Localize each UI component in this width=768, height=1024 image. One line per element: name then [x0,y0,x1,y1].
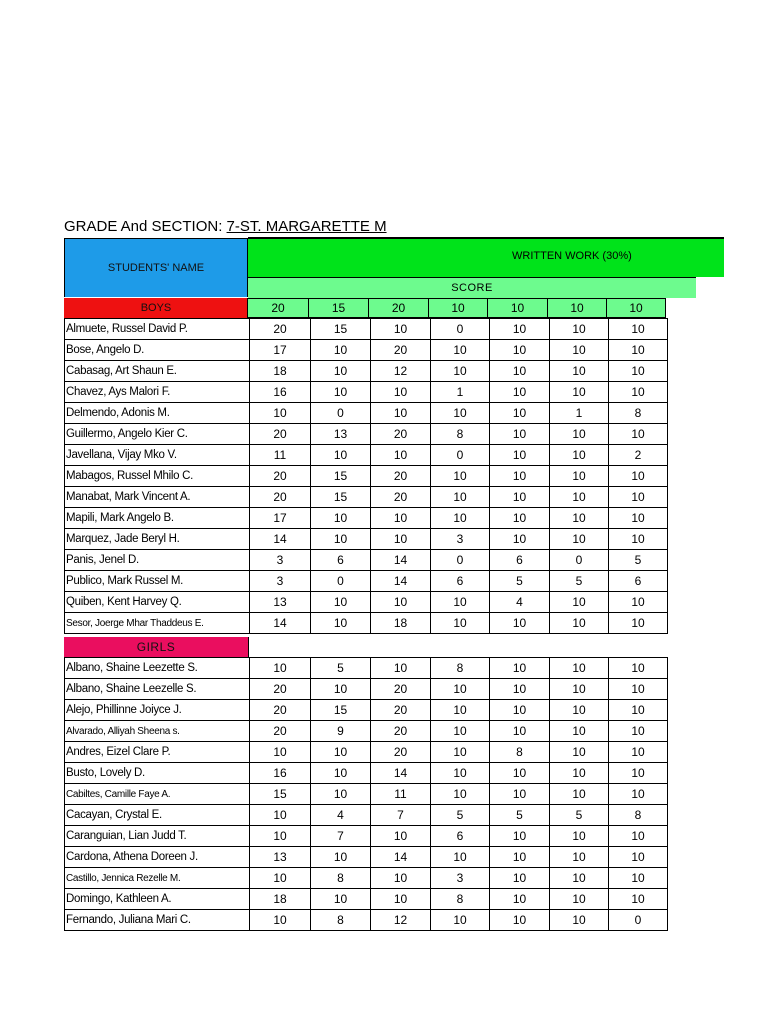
score-cell: 10 [431,340,490,361]
score-cell: 10 [609,889,668,910]
student-name-cell: Cardona, Athena Doreen J. [65,847,250,868]
student-row [65,466,668,487]
score-cell: 3 [250,571,311,592]
score-header: SCORE [248,277,696,298]
score-cell: 10 [550,721,609,742]
score-cell: 10 [490,319,550,340]
score-cell: 10 [550,847,609,868]
girls-section-label: GIRLS [64,637,248,657]
student-row [65,721,668,742]
score-cell: 8 [609,805,668,826]
score-cell: 14 [250,613,311,634]
max-scores-row [248,298,666,318]
score-cell: 20 [250,319,311,340]
score-cell: 10 [431,700,490,721]
score-cell: 3 [431,529,490,550]
score-cell: 10 [311,382,371,403]
score-cell: 10 [609,466,668,487]
score-cell: 6 [431,571,490,592]
student-name-cell: Cabasag, Art Shaun E. [65,361,250,382]
score-cell: 4 [490,592,550,613]
student-name-cell: Caranguian, Lian Judd T. [65,826,250,847]
score-cell: 5 [490,571,550,592]
score-cell: 10 [371,403,431,424]
score-cell: 10 [490,403,550,424]
students-name-header: STUDENTS' NAME [64,238,248,297]
score-cell: 13 [250,592,311,613]
score-cell: 10 [311,445,371,466]
score-cell: 10 [431,721,490,742]
score-cell: 10 [250,658,311,679]
score-cell: 14 [371,763,431,784]
student-name-cell: Bose, Angelo D. [65,340,250,361]
score-cell: 10 [371,658,431,679]
score-cell: 10 [490,445,550,466]
score-cell: 10 [250,742,311,763]
score-cell: 10 [550,592,609,613]
grade-section-label: GRADE And SECTION: [64,218,227,235]
score-cell: 10 [431,508,490,529]
score-cell: 10 [609,826,668,847]
score-cell: 11 [371,784,431,805]
written-work-header [248,237,724,277]
score-cell: 0 [431,550,490,571]
student-row [65,847,668,868]
section-name: 7-ST. MARGARETTE M [226,218,387,235]
score-cell: 3 [431,868,490,889]
student-name-cell: Delmendo, Adonis M. [65,403,250,424]
score-cell: 5 [609,550,668,571]
score-cell: 10 [609,508,668,529]
score-cell: 20 [250,487,311,508]
score-cell: 10 [431,487,490,508]
score-cell: 10 [490,340,550,361]
student-row [65,382,668,403]
student-name-cell: Javellana, Vijay Mko V. [65,445,250,466]
score-cell: 10 [609,763,668,784]
score-cell: 20 [250,424,311,445]
score-cell: 20 [371,487,431,508]
score-cell: 10 [490,721,550,742]
max-score-cell: 10 [547,298,607,318]
student-name-cell: Sesor, Joerge Mhar Thaddeus E. [65,613,250,634]
student-row [65,403,668,424]
score-cell: 10 [609,529,668,550]
score-cell: 10 [550,466,609,487]
score-cell: 1 [431,382,490,403]
student-name-cell: Busto, Lovely D. [65,763,250,784]
score-cell: 10 [609,784,668,805]
score-cell: 15 [311,466,371,487]
max-score-cell: 10 [487,298,548,318]
student-name-cell: Alvarado, Alliyah Sheena s. [65,721,250,742]
score-cell: 10 [550,868,609,889]
score-cell: 11 [250,445,311,466]
score-cell: 14 [371,847,431,868]
score-cell: 0 [609,910,668,931]
score-cell: 6 [311,550,371,571]
max-score-cell: 20 [247,298,309,318]
student-row [65,700,668,721]
score-cell: 7 [371,805,431,826]
score-cell: 5 [490,805,550,826]
score-cell: 9 [311,721,371,742]
student-name-cell: Fernando, Juliana Mari C. [65,910,250,931]
score-cell: 10 [550,319,609,340]
score-cell: 20 [371,721,431,742]
student-name-cell: Alejo, Phillinne Joiyce J. [65,700,250,721]
score-cell: 10 [550,826,609,847]
score-cell: 10 [371,319,431,340]
score-cell: 8 [431,424,490,445]
score-cell: 10 [550,784,609,805]
student-row [65,592,668,613]
student-name-cell: Castillo, Jennica Rezelle M. [65,868,250,889]
score-cell: 8 [311,910,371,931]
score-cell: 10 [609,340,668,361]
student-row [65,742,668,763]
score-cell: 10 [550,424,609,445]
score-cell: 10 [490,763,550,784]
score-cell: 10 [550,742,609,763]
score-cell: 10 [609,868,668,889]
score-cell: 17 [250,508,311,529]
score-cell: 6 [490,550,550,571]
score-cell: 10 [550,382,609,403]
max-score-cell: 10 [428,298,488,318]
student-name-cell: Mabagos, Russel Mhilo C. [65,466,250,487]
score-cell: 10 [550,445,609,466]
student-name-cell: Albano, Shaine Leezelle S. [65,679,250,700]
max-score-cell: 20 [368,298,429,318]
boys-table [64,318,668,634]
score-cell: 10 [490,466,550,487]
score-cell: 10 [431,784,490,805]
score-cell: 20 [371,424,431,445]
student-row [65,550,668,571]
score-cell: 10 [490,679,550,700]
score-cell: 18 [250,889,311,910]
score-cell: 10 [550,889,609,910]
student-row [65,889,668,910]
score-cell: 10 [609,658,668,679]
student-row [65,424,668,445]
score-cell: 15 [250,784,311,805]
score-cell: 8 [609,403,668,424]
student-name-cell: Marquez, Jade Beryl H. [65,529,250,550]
student-name-cell: Almuete, Russel David P. [65,319,250,340]
score-cell: 2 [609,445,668,466]
score-cell: 20 [371,700,431,721]
score-cell: 10 [609,847,668,868]
score-cell: 10 [609,679,668,700]
score-cell: 4 [311,805,371,826]
score-cell: 10 [311,889,371,910]
score-cell: 10 [371,826,431,847]
score-cell: 10 [490,826,550,847]
score-cell: 10 [250,403,311,424]
student-row [65,784,668,805]
score-cell: 10 [550,658,609,679]
score-cell: 15 [311,700,371,721]
score-cell: 10 [311,340,371,361]
score-cell: 10 [609,319,668,340]
score-cell: 10 [490,700,550,721]
score-cell: 10 [311,847,371,868]
score-cell: 14 [371,550,431,571]
student-row [65,340,668,361]
score-cell: 5 [431,805,490,826]
score-cell: 15 [311,319,371,340]
score-cell: 8 [431,658,490,679]
score-cell: 20 [371,742,431,763]
score-cell: 10 [490,424,550,445]
girls-table [64,657,668,931]
score-cell: 20 [250,700,311,721]
score-cell: 18 [371,613,431,634]
score-cell: 10 [431,466,490,487]
student-row [65,319,668,340]
score-cell: 0 [550,550,609,571]
score-cell: 10 [550,508,609,529]
score-cell: 10 [431,742,490,763]
score-cell: 0 [311,403,371,424]
score-cell: 10 [550,910,609,931]
score-cell: 10 [550,361,609,382]
score-cell: 6 [431,826,490,847]
student-row [65,826,668,847]
max-score-cell: 10 [606,298,666,318]
score-cell: 10 [550,529,609,550]
score-cell: 10 [311,508,371,529]
student-name-cell: Panis, Jenel D. [65,550,250,571]
score-cell: 14 [371,571,431,592]
student-name-cell: Domingo, Kathleen A. [65,889,250,910]
student-name-cell: Albano, Shaine Leezette S. [65,658,250,679]
score-cell: 10 [490,508,550,529]
student-name-cell: Chavez, Ays Malori F. [65,382,250,403]
student-name-cell: Manabat, Mark Vincent A. [65,487,250,508]
score-cell: 10 [609,721,668,742]
score-cell: 16 [250,763,311,784]
score-cell: 10 [250,805,311,826]
score-cell: 10 [311,613,371,634]
score-cell: 10 [490,868,550,889]
score-cell: 10 [490,784,550,805]
score-cell: 10 [371,445,431,466]
score-cell: 10 [490,382,550,403]
score-cell: 10 [490,529,550,550]
student-row [65,487,668,508]
score-cell: 7 [311,826,371,847]
score-cell: 10 [609,487,668,508]
score-cell: 10 [250,826,311,847]
student-name-cell: Quiben, Kent Harvey Q. [65,592,250,613]
score-cell: 10 [371,868,431,889]
score-cell: 20 [371,466,431,487]
score-cell: 10 [431,847,490,868]
score-cell: 10 [609,361,668,382]
score-cell: 20 [250,679,311,700]
score-cell: 10 [431,679,490,700]
score-cell: 8 [311,868,371,889]
student-row [65,508,668,529]
student-name-cell: Mapili, Mark Angelo B. [65,508,250,529]
student-row [65,868,668,889]
score-cell: 10 [250,910,311,931]
grade-section-title [64,216,387,238]
score-cell: 10 [311,784,371,805]
score-cell: 10 [490,361,550,382]
score-cell: 5 [550,571,609,592]
score-cell: 10 [311,529,371,550]
score-cell: 10 [431,403,490,424]
score-cell: 0 [431,319,490,340]
score-cell: 10 [609,613,668,634]
score-cell: 12 [371,910,431,931]
score-cell: 6 [609,571,668,592]
score-cell: 10 [550,340,609,361]
score-cell: 20 [371,340,431,361]
max-score-cell: 15 [308,298,369,318]
score-cell: 0 [311,571,371,592]
score-cell: 10 [431,910,490,931]
student-name-cell: Cabiltes, Camille Faye A. [65,784,250,805]
score-cell: 10 [311,742,371,763]
student-name-cell: Andres, Eizel Clare P. [65,742,250,763]
student-row [65,445,668,466]
score-cell: 10 [490,487,550,508]
score-cell: 14 [250,529,311,550]
score-cell: 8 [431,889,490,910]
score-cell: 20 [250,466,311,487]
score-cell: 10 [311,763,371,784]
score-cell: 10 [250,868,311,889]
score-cell: 10 [490,889,550,910]
student-name-cell: Publico, Mark Russel M. [65,571,250,592]
score-cell: 10 [550,613,609,634]
score-cell: 12 [371,361,431,382]
score-cell: 13 [250,847,311,868]
student-row [65,613,668,634]
written-work-label: WRITTEN WORK (30%) [512,250,632,262]
score-cell: 0 [431,445,490,466]
score-cell: 10 [371,508,431,529]
score-cell: 5 [311,658,371,679]
student-row [65,529,668,550]
score-cell: 10 [490,613,550,634]
student-name-cell: Cacayan, Crystal E. [65,805,250,826]
score-cell: 10 [609,424,668,445]
score-cell: 10 [609,592,668,613]
girls-header-gap [248,637,664,657]
score-cell: 10 [431,592,490,613]
student-row [65,679,668,700]
score-cell: 10 [371,889,431,910]
score-cell: 10 [311,361,371,382]
score-cell: 10 [550,763,609,784]
score-cell: 10 [371,529,431,550]
score-cell: 10 [550,487,609,508]
score-cell: 10 [431,361,490,382]
score-cell: 18 [250,361,311,382]
score-cell: 10 [550,679,609,700]
student-row [65,763,668,784]
score-cell: 10 [311,592,371,613]
score-cell: 17 [250,340,311,361]
score-cell: 10 [490,847,550,868]
student-name-cell: Guillermo, Angelo Kier C. [65,424,250,445]
student-row [65,805,668,826]
student-row [65,658,668,679]
boys-section-label: BOYS [64,298,248,318]
score-cell: 10 [609,742,668,763]
score-cell: 10 [490,910,550,931]
score-cell: 10 [371,592,431,613]
score-cell: 1 [550,403,609,424]
student-row [65,571,668,592]
score-cell: 16 [250,382,311,403]
score-cell: 13 [311,424,371,445]
score-cell: 20 [371,679,431,700]
score-cell: 10 [490,658,550,679]
score-cell: 20 [250,721,311,742]
score-cell: 10 [609,382,668,403]
score-cell: 8 [490,742,550,763]
score-cell: 10 [311,679,371,700]
score-cell: 10 [550,700,609,721]
score-cell: 10 [431,613,490,634]
score-cell: 10 [609,700,668,721]
score-cell: 15 [311,487,371,508]
student-row [65,910,668,931]
score-cell: 3 [250,550,311,571]
score-cell: 10 [371,382,431,403]
student-row [65,361,668,382]
score-cell: 5 [550,805,609,826]
score-cell: 10 [431,763,490,784]
